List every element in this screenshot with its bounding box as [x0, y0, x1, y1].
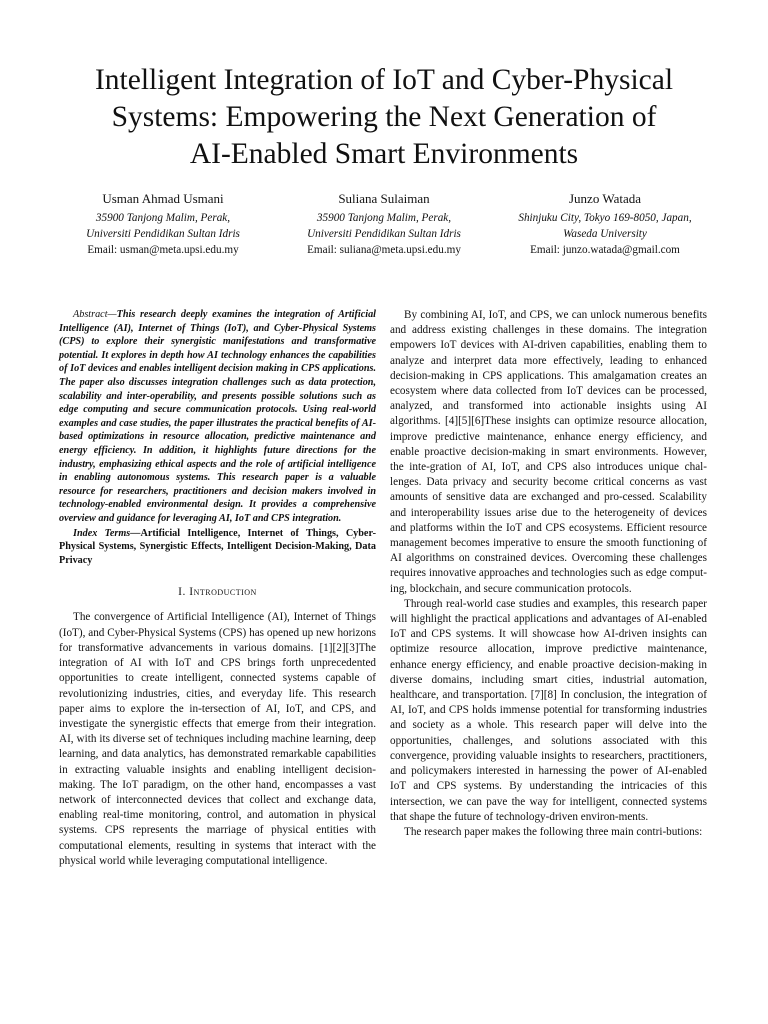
author-name: Suliana Sulaiman — [338, 191, 430, 206]
author-name: Junzo Watada — [569, 191, 641, 206]
author-affiliation-line: 35900 Tanjong Malim, Perak, — [95, 212, 231, 224]
author-block — [58, 190, 710, 258]
author-2 — [279, 190, 489, 258]
abstract-lead: Abstract— — [73, 309, 117, 320]
right-column — [390, 308, 707, 840]
abstract-text: This research deeply examines the integration of Artificial Intelligence (AI), Internet of Things (IoT), and Cyber-Physical Systems (CPS) to explore their synergistic manifestations and transformative potential. It explores in depth how AI technology enhances the capabilities of IoT devices and enables intelligent decision making in CPS applications. The paper also discusses integration challenges such as data protection, scalability and inter-operability, and presents possible solutions such as edge computing and secure communication protocols. Using real-world examples and case studies, the paper illustrates the practical benefits of AI-based optimizations in resource allocation, predictive maintenance and energy efficiency. In addition, it highlights future directions for the industry, emphasizing ethical aspects and the role of artificial intelligence in enabling autonomous systems. This research paper is a valuable resource for researchers, practitioners and decision makers involved in technology-enabled environmental design. It provides a comprehensive overview and guidance for leveraging AI, IoT and CPS integration. — [59, 309, 376, 524]
title-line-3: AI-Enabled Smart Environments — [189, 138, 579, 170]
author-affiliation-line: Shinjuku City, Tokyo 169-8050, Japan, — [518, 212, 692, 224]
title-line-1: Intelligent Integration of IoT and Cyber-Physical — [94, 64, 674, 96]
intro-paragraph-1: The convergence of Artificial Intelligence (AI), Internet of Things (IoT), and Cyber-Physical Systems (CPS) has opened up new horizons for transformative advancements in various domains. [1][2][3]The integration of AI with IoT and CPS brings forth unprecedented opportunities to create intelligent, connected systems capable of revolutionizing industries, cities, and everyday life. This research paper aims to explore the in-tersection of AI, IoT, and CPS, and investigate the synergistic effects that emerge from their integration. AI, with its diverse set of techniques including machine learning, deep learning, and data analytics, has demonstrated remarkable capabilities in extracting valuable insights and enabling intelligent decision-making. The IoT paradigm, on the other hand, encompasses a vast network of interconnected devices that collect and exchange data, enabling real-time monitoring, control, and automation in physical systems. CPS represents the marriage of physical entities with computational elements, resulting in systems that interact with the physical world while leveraging computational intelligence. — [59, 611, 376, 867]
index-terms-text: Artificial Intelligence, Internet of Things, Cyber-Physical Systems, Synergistic Effects, Intelligent Decision-Making, Data Privacy — [59, 527, 376, 566]
section-heading — [59, 585, 376, 600]
author-1 — [58, 190, 268, 258]
author-3 — [500, 190, 710, 258]
body-paragraph-2: By combining AI, IoT, and CPS, we can unlock numerous benefits and address existing challenges in these domains. The integration empowers IoT devices with AI-driven capabilities, enabling them to analyze and interpret data more effectively, leading to enhanced decision-making in CPS applications. This amalgamation creates an ecosystem where data collected from IoT devices can be processed, analyzed, and transformed into actionable insights using AI algorithms. [4][5][6]These insights can optimize resource allocation, improve predictive maintenance, enhance energy efficiency, and enable proactive decision-making in smart environments. However, the inte-gration of AI, IoT, and CPS also introduces unique chal-lenges. Data privacy and security become critical concerns as vast amounts of sensitive data are exchanged and pro-cessed. Scalability and interoperability issues arise due to the heterogeneity of devices and platforms within the IoT and CPS ecosystems. Efficient resource management becomes imperative to ensure the smooth functioning of AI algorithms on constrained devices. Overcoming these challenges requires innovative approaches and technologies such as edge comput-ing, blockchain, and secure communication protocols. — [390, 309, 707, 595]
paper-title — [60, 62, 708, 173]
author-affiliation-line: 35900 Tanjong Malim, Perak, — [316, 212, 452, 224]
abstract — [59, 308, 376, 526]
left-column — [59, 308, 376, 869]
author-email: Email: junzo.watada@gmail.com — [530, 244, 680, 256]
author-affiliation-line: Waseda University — [563, 228, 647, 240]
author-affiliation-line: Universiti Pendidikan Sultan Idris — [86, 228, 240, 240]
body-paragraph-4: The research paper makes the following three main contri-butions: — [404, 825, 703, 838]
author-email: Email: usman@meta.upsi.edu.my — [87, 244, 239, 256]
index-terms-lead: Index Terms— — [73, 527, 141, 539]
body-paragraph-3: Through real-world case studies and examples, this research paper will highlight the practical applications and advantages of AI-enabled IoT and CPS systems. It will showcase how AI-driven insights can optimize resource allocation, improve predictive maintenance, enhance energy efficiency, and enable proactive decision-making in diverse domains, including smart cities, industrial automation, healthcare, and transportation. [7][8] In conclusion, the integration of AI, IoT, and CPS holds immense potential for transforming industries and society as a whole. This research paper will delve into the opportunities, challenges, and solutions associated with this convergence, providing valuable insights to researchers, practitioners, and policymakers interested in harnessing the power of AI-enabled IoT and CPS systems. By understanding the intricacies of this intersection, we can pave the way for intelligent, connected systems that shape the future of technology-driven environ-ments. — [390, 597, 707, 823]
section-title: Introduction — [189, 586, 257, 599]
title-line-2: Systems: Empowering the Next Generation of — [111, 101, 657, 133]
index-terms — [59, 527, 376, 568]
author-affiliation-line: Universiti Pendidikan Sultan Idris — [307, 228, 461, 240]
author-name: Usman Ahmad Usmani — [102, 191, 224, 206]
author-email: Email: suliana@meta.upsi.edu.my — [307, 244, 461, 256]
section-number: I. — [178, 586, 186, 599]
